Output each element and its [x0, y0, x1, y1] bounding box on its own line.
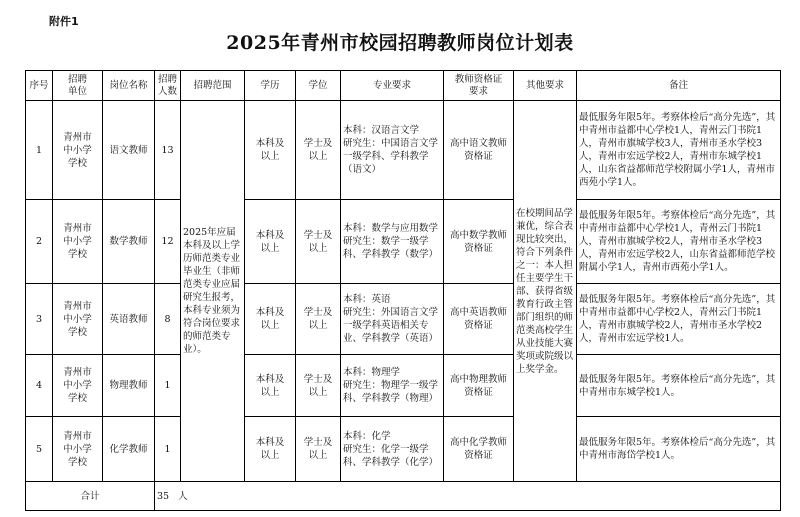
header-remark: 备注: [577, 71, 781, 101]
row-remark: 最低服务年限5年。考察体检后“高分先选”，其中青州市益都中心学校1人，青州云门书院1人，青州市旗城学校2人，青州市圣水学校3人，青州市宏远学校2人，山东省益都师范学校附属小学1人，青州市西苑小学1人。: [577, 200, 781, 284]
row-count: 13: [155, 101, 181, 200]
row-unit: 青州市 中小学 学校: [53, 355, 103, 417]
table-row: [26, 355, 781, 417]
row-degree: 学士及 以上: [296, 284, 341, 355]
row-education: 本科及 以上: [245, 355, 296, 417]
total-unit: 人: [178, 490, 188, 502]
row-cert: 高中物理教师资格证: [444, 355, 514, 417]
row-position: 化学教师: [103, 417, 155, 482]
row-position: 物理教师: [103, 355, 155, 417]
header-degree: 学位: [296, 71, 341, 101]
row-no: 1: [26, 101, 53, 200]
row-count: 1: [155, 417, 181, 482]
row-count: 12: [155, 200, 181, 284]
row-remark: 最低服务年限5年。考察体检后“高分先选”，其中青州市海岱学校1人。: [577, 417, 781, 482]
row-degree: 学士及 以上: [296, 101, 341, 200]
row-cert: 高中化学教师资格证: [444, 417, 514, 482]
table-row: [26, 101, 781, 200]
row-count: 8: [155, 284, 181, 355]
page-title: 2025年青州市校园招聘教师岗位计划表: [226, 32, 574, 54]
row-education: 本科及 以上: [245, 284, 296, 355]
total-row: [26, 482, 781, 511]
row-remark: 最低服务年限5年。考察体检后“高分先选”，其中青州市益都中心学校2人，青州云门书院1人，青州市旗城学校2人，青州市圣水学校2人，青州市宏远学校1人。: [577, 284, 781, 355]
row-unit: 青州市 中小学 学校: [53, 200, 103, 284]
table-row: [26, 200, 781, 284]
row-no: 4: [26, 355, 53, 417]
other-requirements: 在校期间品学兼优，综合表现比较突出，符合下列条件之一：本人担任主要学生干部、获得省级教育行政主管部门组织的师范类高校学生从业技能大赛奖项或院级以上奖学金。: [514, 101, 577, 482]
table-row: [26, 284, 781, 355]
header-no: 序号: [26, 71, 53, 101]
recruitment-plan-table: [25, 70, 781, 511]
row-count: 1: [155, 355, 181, 417]
row-unit: 青州市 中小学 学校: [53, 101, 103, 200]
row-education: 本科及 以上: [245, 101, 296, 200]
row-degree: 学士及 以上: [296, 355, 341, 417]
row-remark: 最低服务年限5年。考察体检后“高分先选”，其中青州市益都中心学校1人，青州云门书院1人，青州市旗城学校3人，青州市圣水学校3人，青州市宏远学校2人，青州市东城学校1人，山东省益都师范学校附属小学1人，青州市西苑小学1人。: [577, 101, 781, 200]
row-position: 英语教师: [103, 284, 155, 355]
row-no: 3: [26, 284, 53, 355]
row-education: 本科及 以上: [245, 417, 296, 482]
header-major: 专业要求: [341, 71, 444, 101]
row-major: 本科：物理学 研究生：物理学一级学科、学科教学（物理）: [341, 355, 444, 417]
row-no: 2: [26, 200, 53, 284]
recruitment-scope: 2025年应届本科及以上学历师范类专业毕业生（非师范类专业应届研究生报考，本科专业须为符合岗位要求的师范类专业）。: [181, 101, 245, 482]
table-row: [26, 417, 781, 482]
total-label: 合计: [26, 482, 155, 511]
row-major: 本科：汉语言文学 研究生：中国语言文学一级学科、学科教学（语文）: [341, 101, 444, 200]
header-cert: 教师资格证 要求: [444, 71, 514, 101]
row-cert: 高中数学教师资格证: [444, 200, 514, 284]
row-cert: 高中语文教师资格证: [444, 101, 514, 200]
row-position: 数学教师: [103, 200, 155, 284]
row-major: 本科：数学与应用数学 研究生：数学一级学科、学科教学（数学）: [341, 200, 444, 284]
attachment-label: 附件1: [49, 15, 79, 28]
header-education: 学历: [245, 71, 296, 101]
total-count: 35: [157, 490, 170, 502]
header-count: 招聘 人数: [155, 71, 181, 101]
header-other: 其他要求: [514, 71, 577, 101]
header-row: [26, 71, 781, 101]
row-major: 本科：化学 研究生：化学一级学科、学科教学（化学）: [341, 417, 444, 482]
header-scope: 招聘范围: [181, 71, 245, 101]
row-cert: 高中英语教师资格证: [444, 284, 514, 355]
row-degree: 学士及 以上: [296, 200, 341, 284]
row-no: 5: [26, 417, 53, 482]
header-position: 岗位名称: [103, 71, 155, 101]
total-value: [155, 482, 781, 511]
row-degree: 学士及 以上: [296, 417, 341, 482]
row-remark: 最低服务年限5年。考察体检后“高分先选”，其中青州市东城学校1人。: [577, 355, 781, 417]
row-education: 本科及 以上: [245, 200, 296, 284]
row-position: 语文教师: [103, 101, 155, 200]
row-major: 本科：英语 研究生：外国语言文学一级学科英语相关专业、学科教学（英语）: [341, 284, 444, 355]
header-unit: 招聘 单位: [53, 71, 103, 101]
row-unit: 青州市 中小学 学校: [53, 417, 103, 482]
row-unit: 青州市 中小学 学校: [53, 284, 103, 355]
